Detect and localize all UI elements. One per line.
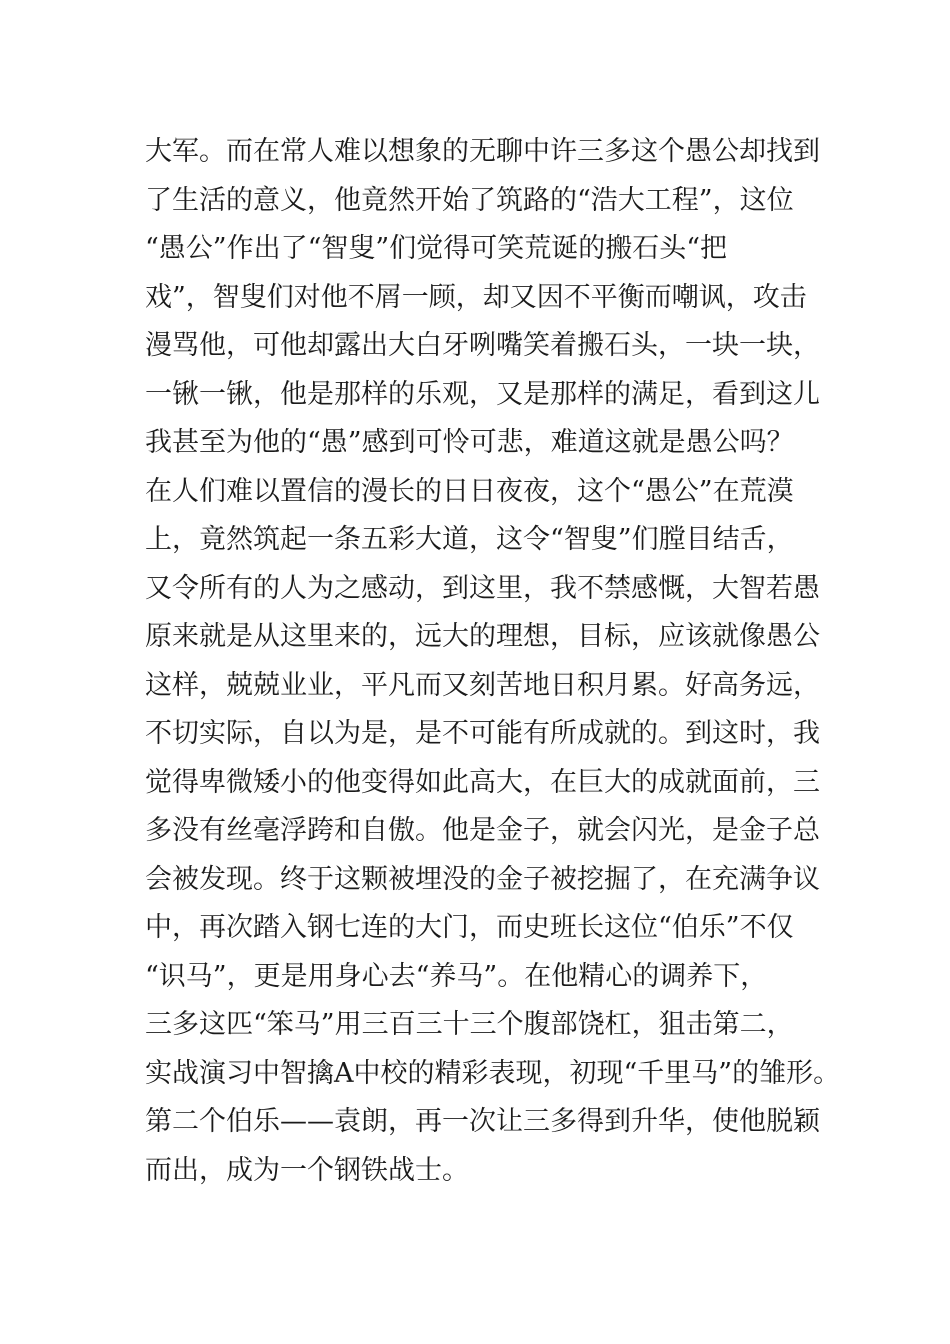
text-line: 实战演习中智擒A中校的精彩表现，初现“千里马”的雏形。 — [145, 1057, 841, 1089]
text-line: 觉得卑微矮小的他变得如此高大，在巨大的成就面前，三 — [145, 766, 820, 798]
text-line: 中，再次踏入钢七连的大门，而史班长这位“伯乐”不仅 — [145, 912, 794, 943]
text-line: 第二个伯乐——袁朗，再一次让三多得到升华，使他脱颖 — [145, 1106, 820, 1137]
text-line: 又令所有的人为之感动，到这里，我不禁感慨，大智若愚 — [145, 572, 820, 604]
text-line: 会被发现。终于这颗被埋没的金子被挖掘了，在充满争议 — [145, 863, 820, 895]
text-line: 一锹一锹，他是那样的乐观，又是那样的满足，看到这儿 — [145, 378, 820, 410]
text-line: “愚公”作出了“智叟”们觉得可笑荒诞的搬石头“把 — [145, 233, 728, 264]
text-line: 三多这匹“笨马”用三百三十三个腹部饶杠，狙击第二， — [145, 1009, 794, 1040]
text-line: 我甚至为他的“愚”感到可怜可悲，难道这就是愚公吗？ — [145, 427, 794, 458]
text-line: 不切实际，自以为是，是不可能有所成就的。到这时，我 — [145, 718, 820, 749]
body-text — [145, 128, 845, 1195]
text-line: 了生活的意义，他竟然开始了筑路的“浩大工程”，这位 — [145, 184, 794, 216]
text-line: 在人们难以置信的漫长的日日夜夜，这个“愚公”在荒漠 — [145, 475, 794, 507]
text-line: 这样，兢兢业业，平凡而又刻苦地日积月累。好高务远， — [145, 669, 820, 701]
text-line: 戏”，智叟们对他不屑一顾，却又因不平衡而嘲讽，攻击 — [145, 281, 807, 313]
text-line: “识马”，更是用身心去“养马”。在他精心的调养下， — [145, 960, 768, 992]
text-line: 漫骂他，可他却露出大白牙咧嘴笑着搬石头，一块一块， — [145, 330, 820, 361]
text-line: 原来就是从这里来的，远大的理想，目标，应该就像愚公 — [145, 621, 820, 652]
text-line: 多没有丝毫浮跨和自傲。他是金子，就会闪光，是金子总 — [145, 815, 820, 846]
text-line: 大军。而在常人难以想象的无聊中许三多这个愚公却找到 — [145, 136, 820, 167]
text-line: 而出，成为一个钢铁战士。 — [145, 1154, 469, 1186]
text-line: 上，竟然筑起一条五彩大道，这令“智叟”们膛目结舌， — [145, 524, 794, 555]
